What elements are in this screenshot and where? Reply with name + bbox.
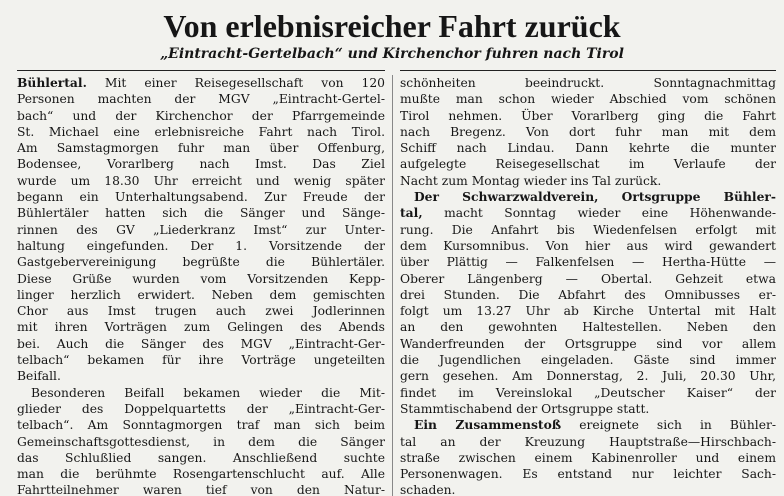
text-line — [400, 336, 776, 352]
line-text: an den gewohnten Haltestellen. Neben den — [400, 320, 776, 335]
lead-in-bold: tal, — [400, 205, 423, 221]
line-text: nach Bregenz. Von dort fuhr man mit dem — [400, 124, 776, 139]
text-line — [17, 336, 385, 352]
line-text: Stammtischabend der Ortsgruppe statt. — [400, 401, 650, 416]
text-line — [400, 368, 776, 384]
text-line — [17, 482, 385, 496]
line-text: begann ein Unterhaltungsabend. Zur Freude der — [17, 190, 385, 205]
line-text: Nacht zum Montag wieder ins Tal zurück. — [400, 173, 662, 188]
line-text: man die berühmte Rosengartenschlucht auf. Alle — [17, 467, 385, 482]
line-text: Bodensee, Vorarlberg nach Imst. Das Ziel — [17, 157, 385, 172]
line-text: findet im Vereinslokal „Deutscher Kaiser“ der — [400, 385, 776, 400]
subheadline: „Eintracht-Gertelbach“ und Kirchenchor fuhren nach Tirol — [160, 46, 624, 62]
text-line — [17, 385, 385, 401]
line-text: die Jugendlichen eingeladen. Gäste sind immer — [400, 353, 776, 368]
text-line — [400, 140, 776, 156]
text-line — [400, 482, 776, 496]
line-text: Oberer Längenberg — Obertal. Gehzeit etwa — [400, 271, 776, 286]
line-text: Tirol nehmen. Über Vorarlberg ging die Fahrt — [400, 108, 776, 123]
line-text: Personenwagen. Es entstand nur leichter Sach- — [400, 467, 776, 482]
line-text: folgt um 13.27 Uhr ab Kirche Untertal mit Halt — [400, 304, 776, 319]
text-line — [400, 75, 776, 91]
headline: Von erlebnisreicher Fahrt zurück — [163, 8, 621, 44]
text-line — [17, 401, 385, 417]
line-text: mußte man schon wieder Abschied vom schönen — [400, 92, 776, 107]
line-text: Fahrtteilnehmer waren tief von den Natur- — [17, 483, 385, 496]
text-line — [400, 222, 776, 238]
text-line — [400, 287, 776, 303]
text-line — [17, 173, 385, 189]
lead-in-bold: Der Schwarzwaldverein, Ortsgruppe Bühler- — [414, 189, 776, 205]
line-text: rung. Die Anfahrt bis Wiedenfelsen erfolgt mit — [400, 222, 776, 237]
line-text: dem Kursomnibus. Von hier aus wird gewandert — [400, 238, 776, 253]
text-line — [400, 417, 776, 433]
article-column-left — [17, 75, 385, 496]
line-text: Gastgebervereinigung begrüßte die Bühlertäler. — [17, 255, 385, 270]
line-text: Mit einer Reisegesellschaft von 120 — [86, 76, 385, 90]
text-line — [400, 238, 776, 254]
line-text: mit ihren Vorträgen zum Gelingen des Abends — [17, 320, 385, 335]
text-line — [17, 222, 385, 238]
text-line — [17, 189, 385, 205]
headline-rule — [17, 70, 385, 71]
line-text: über Plättig — Falkenfelsen — Hertha-Hütte — — [400, 255, 776, 270]
text-line — [17, 205, 385, 221]
line-text: drei Stunden. Die Abfahrt des Omnibusses er- — [400, 287, 776, 302]
text-line — [17, 287, 385, 303]
line-text: aufgelegte Reisegesellschat im Verlaufe der — [400, 157, 776, 172]
line-text: bach“ und der Kirchenchor der Pfarrgemeinde — [17, 108, 385, 123]
column-divider — [392, 75, 393, 496]
line-text: das Schlußlied sangen. Anschließend suchte — [17, 450, 385, 465]
text-line — [17, 108, 385, 124]
text-line — [400, 271, 776, 287]
text-line — [400, 91, 776, 107]
line-text: gern gesehen. Am Donnerstag, 2. Juli, 20.30 Uhr, — [400, 369, 776, 384]
text-line — [17, 303, 385, 319]
text-line — [400, 124, 776, 140]
line-text: Besonderen Beifall bekamen wieder die Mit- — [31, 385, 385, 400]
text-line — [400, 156, 776, 172]
line-text: Chor aus Imst trugen auch zwei Jodlerinnen — [17, 304, 385, 319]
text-line — [400, 352, 776, 368]
text-line — [17, 434, 385, 450]
line-text: Gemeinschaftsgottesdienst, in dem die Sänger — [17, 434, 385, 449]
text-line — [400, 303, 776, 319]
line-text: haltung eingefunden. Der 1. Vorsitzende der — [17, 238, 385, 253]
text-line — [17, 450, 385, 466]
text-line — [17, 238, 385, 254]
text-line — [17, 124, 385, 140]
line-text: Am Samstagmorgen fuhr man über Offenburg, — [17, 141, 385, 156]
line-text: macht Sonntag wieder eine Höhenwande- — [422, 206, 776, 221]
text-line — [17, 140, 385, 156]
line-text: St. Michael eine erlebnisreiche Fahrt nach Tirol. — [17, 124, 385, 139]
text-line — [400, 108, 776, 124]
line-text: schönheiten beeindruckt. Sonntagnachmittag — [400, 76, 776, 90]
line-text: Personen machten der MGV „Eintracht-Gertel- — [17, 92, 385, 107]
text-line — [17, 417, 385, 433]
line-text: telbach“ bekamen für ihre Vorträge ungeteilten — [17, 353, 385, 368]
line-text: bei. Auch die Sänger des MGV „Eintracht-Ger- — [17, 336, 385, 351]
text-line — [17, 319, 385, 335]
text-line — [17, 91, 385, 107]
text-line — [400, 319, 776, 335]
text-line — [400, 173, 776, 189]
text-line — [17, 466, 385, 482]
line-text: ereignete sich in Bühler- — [561, 418, 776, 433]
text-line — [400, 434, 776, 450]
line-text: rinnen des GV „Liederkranz Imst“ zur Unter- — [17, 222, 385, 237]
text-line — [400, 466, 776, 482]
text-line — [400, 385, 776, 401]
text-line — [17, 75, 385, 91]
headline-rule — [400, 70, 776, 71]
line-text: Bühlertäler hatten sich die Sänger und Sänge- — [17, 206, 385, 221]
text-line — [400, 189, 776, 205]
text-line — [400, 450, 776, 466]
line-text: Schiff nach Lindau. Dann kehrte die munter — [400, 141, 776, 156]
lead-in-bold: Bühlertal. — [17, 75, 87, 90]
line-text: glieder des Doppelquartetts der „Eintracht-Ger- — [17, 401, 385, 416]
text-line — [17, 156, 385, 172]
line-text: tal an der Kreuzung Hauptstraße—Hirschbach- — [400, 434, 776, 449]
line-text: straße zwischen einem Kabinenroller und einem — [400, 450, 776, 465]
text-line — [17, 368, 385, 384]
text-line — [17, 352, 385, 368]
text-line — [17, 271, 385, 287]
text-line — [400, 205, 776, 221]
article-column-right — [400, 75, 776, 496]
line-text: Wanderfreunden der Ortsgruppe sind vor allem — [400, 336, 776, 351]
line-text: Beifall. — [17, 369, 61, 384]
lead-in-bold: Ein Zusammenstoß — [414, 417, 562, 433]
line-text: linger herzlich erwidert. Neben dem gemischten — [17, 287, 385, 302]
line-text: telbach“. Am Sonntagmorgen traf man sich beim — [17, 418, 385, 433]
line-text: schaden. — [400, 483, 456, 496]
text-line — [400, 401, 776, 417]
line-text: wurde um 18.30 Uhr erreicht und wenig später — [17, 173, 385, 188]
text-line — [400, 254, 776, 270]
line-text: Diese Grüße wurden vom Vorsitzenden Kepp- — [17, 271, 385, 286]
text-line — [17, 254, 385, 270]
